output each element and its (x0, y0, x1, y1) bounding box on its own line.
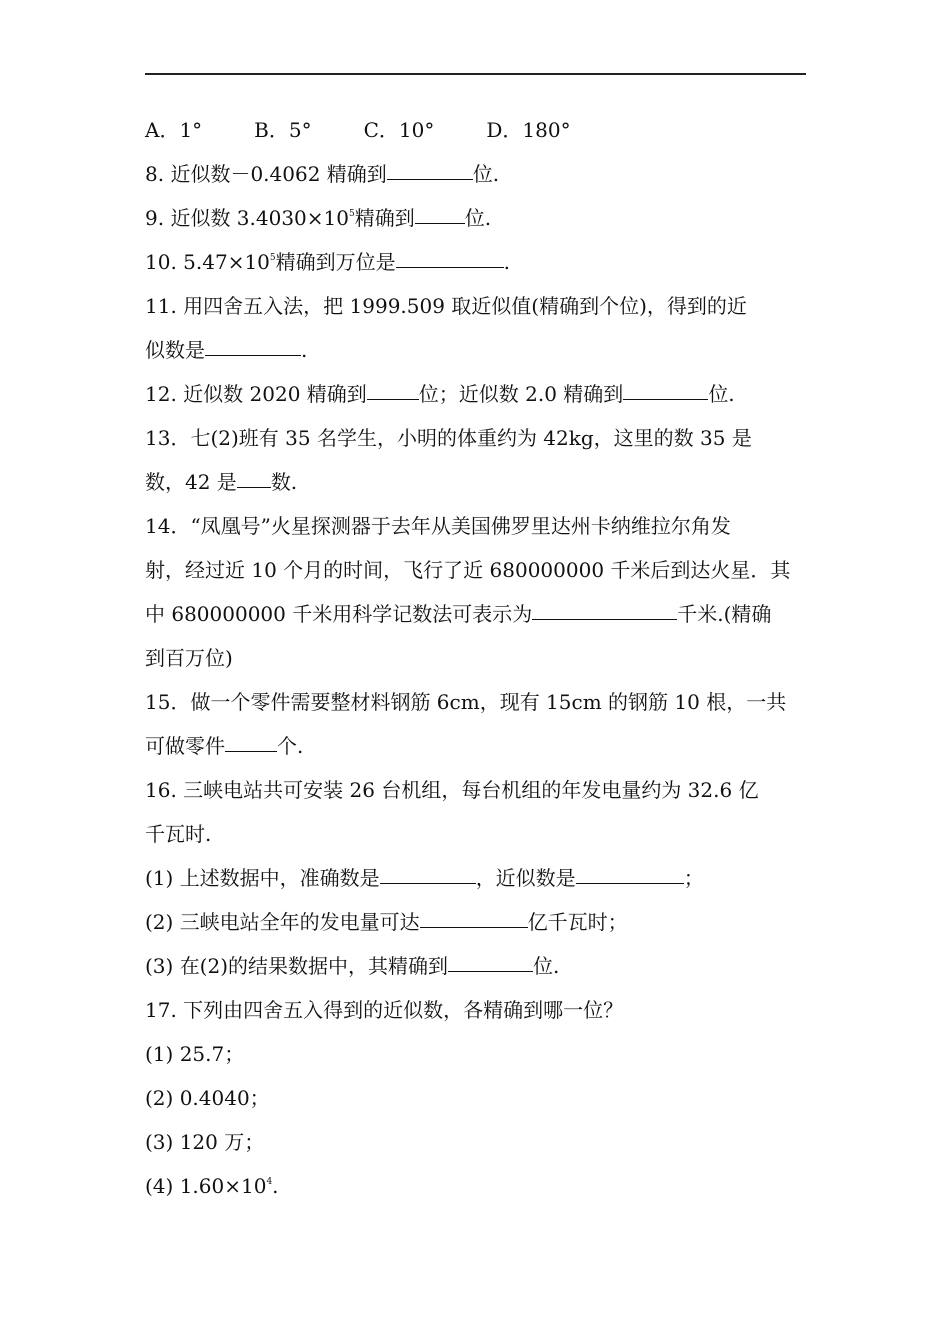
q16-1-text-end: ； (683, 866, 704, 890)
q9-exponent: 5 (348, 209, 355, 219)
q9-text-mid: 精确到 (354, 206, 415, 230)
question-11-line-2 (145, 328, 809, 372)
q16-2-text: (2) 三峡电站全年的发电量可达 (145, 910, 420, 934)
answer-blank (420, 926, 528, 928)
question-13-line-1: 13．七(2)班有 35 名学生，小明的体重约为 42kg，这里的数 35 是 (145, 426, 752, 450)
q12-text-end: 位. (708, 382, 735, 406)
question-14-line-3 (145, 592, 809, 636)
question-16-part-3 (145, 944, 809, 988)
q8-text: 8. 近似数－0.4062 精确到 (145, 162, 387, 186)
question-14-line-2: 射，经过近 10 个月的时间，飞行了近 680000000 千米后到达火星．其 (145, 558, 791, 582)
q16-3-text-end: 位. (533, 954, 560, 978)
q11-text: 似数是 (145, 338, 205, 362)
answer-blank (380, 882, 476, 884)
question-17-item-4 (145, 1164, 809, 1208)
q16-1-text: (1) 上述数据中，准确数是 (145, 866, 380, 890)
question-10 (145, 240, 809, 284)
answer-blank (576, 882, 684, 884)
question-11-line-1: 11. 用四舍五入法，把 1999.509 取近似值(精确到个位)，得到的近 (145, 294, 747, 318)
question-9 (145, 196, 809, 240)
q10-exponent: 5 (269, 253, 276, 263)
question-16-part-1 (145, 856, 809, 900)
q15-text-end: 个. (277, 734, 304, 758)
answer-blank (387, 178, 473, 180)
q8-text-end: 位. (472, 162, 500, 186)
document-body (145, 108, 809, 1208)
question-16-line-1: 16. 三峡电站共可安装 26 台机组，每台机组的年发电量约为 32.6 亿 (145, 778, 759, 802)
q12-text: 12. 近似数 2020 精确到 (145, 382, 367, 406)
q13-text-end: 数. (270, 470, 298, 494)
question-14-line-4: 到百万位) (145, 646, 233, 670)
header-rule (145, 73, 806, 75)
question-15-line-2 (145, 724, 809, 768)
q17-4-exponent: 4 (266, 1177, 273, 1187)
answer-blank (225, 750, 277, 752)
answer-blank (448, 970, 533, 972)
q10-text-end: . (503, 250, 510, 274)
question-15-line-1: 15．做一个零件需要整材料钢筋 6cm，现有 15cm 的钢筋 10 根，一共 (145, 690, 787, 714)
question-8 (145, 152, 809, 196)
q17-4-text: (4) 1.60×10 (145, 1174, 267, 1198)
q14-text: 中 680000000 千米用科学记数法可表示为 (145, 602, 533, 626)
question-16-line-2: 千瓦时. (145, 822, 212, 846)
option-d: D．180° (486, 118, 571, 142)
answer-blank (237, 486, 271, 488)
option-c: C．10° (363, 118, 435, 142)
question-16-part-2 (145, 900, 809, 944)
q11-text-end: . (301, 338, 308, 362)
answer-blank (367, 398, 419, 400)
question-17-item-2: (2) 0.4040； (145, 1086, 270, 1110)
q7-options (145, 108, 809, 152)
option-b: B．5° (254, 118, 312, 142)
question-17-line-1: 17. 下列由四舍五入得到的近似数，各精确到哪一位？ (145, 998, 624, 1022)
q17-4-text-end: . (272, 1174, 279, 1198)
answer-blank (415, 222, 465, 224)
answer-blank (623, 398, 708, 400)
q15-text: 可做零件 (145, 734, 225, 758)
question-14-line-1: 14．“凤凰号”火星探测器于去年从美国佛罗里达州卡纳维拉尔角发 (145, 514, 731, 538)
question-13-line-2 (145, 460, 809, 504)
q9-text: 9. 近似数 3.4030×10 (145, 206, 349, 230)
q10-text: 10. 5.47×10 (145, 250, 270, 274)
answer-blank (532, 618, 677, 620)
q12-text-mid: 位；近似数 2.0 精确到 (418, 382, 624, 406)
option-a: A．1° (145, 118, 203, 142)
question-12 (145, 372, 809, 416)
answer-blank (396, 266, 504, 268)
q13-text: 数，42 是 (145, 470, 237, 494)
q10-text-mid: 精确到万位是 (275, 250, 396, 274)
q16-3-text: (3) 在(2)的结果数据中，其精确到 (145, 954, 449, 978)
answer-blank (205, 354, 301, 356)
q9-text-end: 位. (464, 206, 492, 230)
question-17-item-3: (3) 120 万； (145, 1130, 265, 1154)
q14-text-end: 千米.(精确 (677, 602, 772, 626)
question-17-item-1: (1) 25.7； (145, 1042, 245, 1066)
q16-1-text-mid: ，近似数是 (475, 866, 576, 890)
q16-2-text-end: 亿千瓦时； (527, 910, 628, 934)
